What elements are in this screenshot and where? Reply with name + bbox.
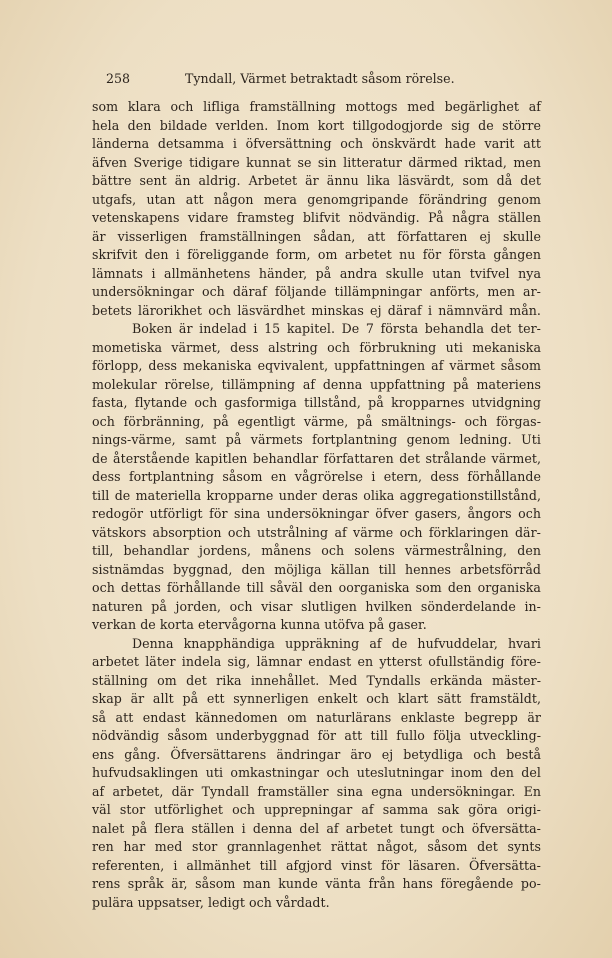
text-line: till, behandlar jordens, månens och solens värmestrålning, den [92, 543, 541, 558]
text-line: ställning om det rika innehållet. Med Tyndalls erkända mäster- [92, 672, 541, 688]
text-line: dess fortplantning såsom en vågrörelse i etern, dess förhållande [92, 469, 541, 484]
paragraph-2 [92, 320, 541, 635]
text-line: nödvändig såsom underbyggnad för att till fullo följa utveckling- [92, 728, 541, 743]
text-line: så att endast kännedomen om naturlärans enklaste begrepp är [92, 709, 541, 725]
text-line: Denna knapphändiga uppräkning af de hufvuddelar, hvari [132, 635, 541, 651]
text-line: molekular rörelse, tillämpning af denna uppfattning på materiens [92, 376, 541, 392]
text-line: är visserligen framställningen sådan, att författaren ej skulle [92, 228, 541, 244]
text-line: som klara och lifliga framställning mottogs med begärlighet af [92, 99, 541, 114]
text-line: ens gång. Öfversättarens ändringar äro ej betydliga och bestå [92, 746, 541, 762]
paragraph-3 [92, 635, 541, 913]
page-number: 258 [106, 71, 131, 86]
text-line: äfven Sverige tidigare kunnat se sin litteratur därmed riktad, men [92, 154, 541, 170]
text-line: pulära uppsatser, ledigt och vårdadt. [92, 894, 330, 910]
text-line: ren har med stor grannlagenhet rättat något, såsom det synts [92, 839, 541, 854]
text-line: och förbränning, på egentligt värme, på smältnings- och förgas- [92, 413, 541, 429]
text-line: de återstående kapitlen behandlar författaren det strålande värmet, [92, 450, 541, 466]
body-text [92, 98, 541, 912]
text-line: betets lärorikhet och läsvärdhet minskas ej däraf i nämnvärd mån. [92, 302, 541, 318]
text-line: lämnats i allmänhetens händer, på andra skulle utan tvifvel nya [92, 265, 541, 281]
text-line: sistnämdas byggnad, den möjliga källan till hennes arbetsförråd [92, 561, 541, 577]
text-line: naturen på jorden, och visar slutligen hvilken sönderdelande in- [92, 598, 541, 614]
text-line: vätskors absorption och utstrålning af värme och förklaringen där- [92, 524, 541, 540]
text-line: undersökningar och däraf följande tillämpningar anförts, men ar- [92, 284, 541, 299]
text-line: verkan de korta etervågorna kunna utöfva på gaser. [92, 617, 427, 632]
text-line: nings-värme, samt på värmets fortplantning genom ledning. Uti [92, 432, 541, 447]
text-line: skap är allt på ett synnerligen enkelt och klart sätt framstäldt, [92, 691, 541, 706]
text-line: nalet på flera ställen i denna del af arbetet tungt och öfversätta- [92, 820, 541, 836]
text-line: fasta, flytande och gasformiga tillstånd, på kropparnes utvidgning [92, 395, 541, 410]
text-line: hufvudsaklingen uti omkastningar och uteslutningar inom den del [92, 765, 541, 780]
text-line: rens språk är, såsom man kunde vänta från hans föregående po- [92, 876, 541, 891]
running-title: Tyndall, Värmet betraktadt såsom rörelse. [185, 71, 455, 86]
paragraph-1 [92, 98, 541, 320]
text-line: förlopp, dess mekaniska eqvivalent, uppfattningen af värmet såsom [92, 358, 541, 373]
text-line: hela den bildade verlden. Inom kort tillgodogjorde sig de större [92, 117, 541, 133]
text-line: länderna detsamma i öfversättning och önskvärdt hade varit att [92, 136, 541, 151]
text-line: skrifvit den i föreliggande form, om arbetet nu för första gången [92, 247, 541, 262]
text-line: utgafs, utan att någon mera genomgripande förändring genom [92, 191, 541, 207]
text-line: mometiska värmet, dess alstring och förbrukning uti mekaniska [92, 339, 541, 355]
text-line: af arbetet, där Tyndall framställer sina egna undersökningar. En [92, 783, 541, 799]
running-header [106, 69, 540, 89]
text-line: bättre sent än aldrig. Arbetet är ännu lika läsvärdt, som då det [92, 173, 541, 188]
text-line: arbetet läter indela sig, lämnar endast en ytterst ofullständig före- [92, 654, 541, 669]
text-line: väl stor utförlighet och upprepningar af samma sak göra origi- [92, 802, 541, 817]
text-line: och dettas förhållande till såväl den oorganiska som den organiska [92, 580, 541, 595]
text-line: vetenskapens vidare framsteg blifvit nödvändig. På några ställen [92, 210, 541, 225]
text-line: till de materiella kropparne under deras olika aggregationstillstånd, [92, 487, 541, 503]
text-line: Boken är indelad i 15 kapitel. De 7 första behandla det ter- [132, 321, 541, 336]
text-line: referenten, i allmänhet till afgjord vinst för läsaren. Öfversätta- [92, 857, 541, 873]
text-line: redogör utförligt för sina undersökningar öfver gasers, ångors och [92, 506, 541, 521]
